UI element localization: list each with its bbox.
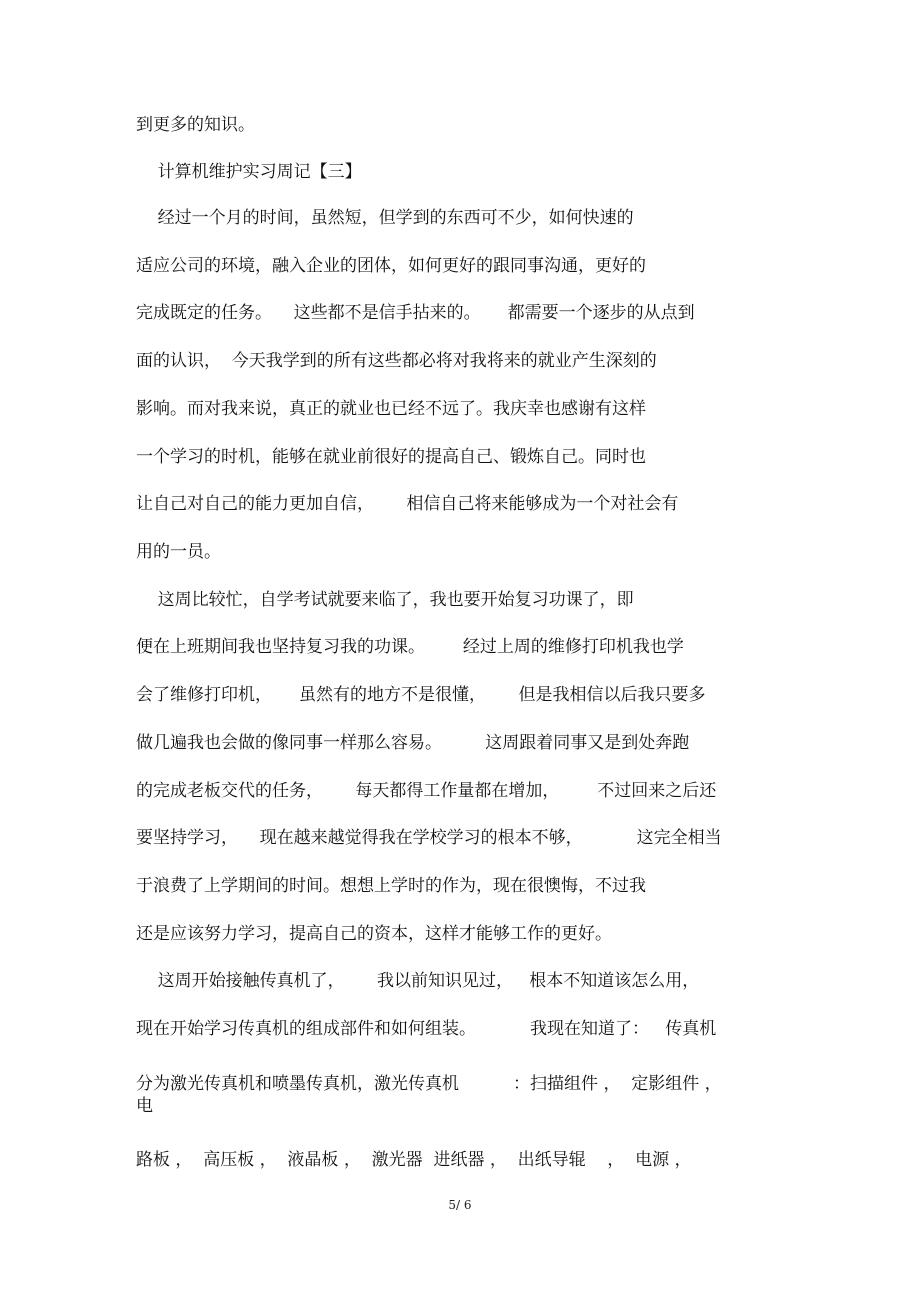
section-heading: 计算机维护实习周记【三】 [136,162,362,182]
text-line: 路板 ， 高压板 ， 液晶板 ， 激光器 进纸器 ， 出纸导辊 ， 电源 ， [136,1150,692,1170]
text-line: 电 [136,1096,153,1116]
text-line: 做几遍我也会做的像同事一样那么容易。 这周跟着同事又是到处奔跑 [136,733,690,753]
text-line: 的完成老板交代的任务， 每天都得工作量都在增加， 不过回来之后还 [136,781,717,801]
text-line: 面的认识， 今天我学到的所有这些都必将对我将来的就业产生深刻的 [136,351,657,371]
text-line: 经过一个月的时间，虽然短，但学到的东西可不少，如何快速的 [136,208,634,228]
text-line: 分为激光传真机和喷墨传真机，激光传真机 ：扫描组件 ， 定影组件 ， [136,1074,722,1094]
text-line: 现在开始学习传真机的组成部件和如何组装。 我现在知道了： 传真机 [136,1019,717,1039]
text-line: 用的一员。 [136,542,221,562]
text-line: 完成既定的任务。 这些都不是信手拈来的。 都需要一个逐步的从点到 [136,303,695,323]
text-line: 适应公司的环境，融入企业的团体，如何更好的跟同事沟通，更好的 [136,256,646,276]
page-number: 5/ 6 [448,1198,472,1212]
text-line: 便在上班期间我也坚持复习我的功课。 经过上周的维修打印机我也学 [136,637,684,657]
text-line: 还是应该努力学习，提高自己的资本，这样才能够工作的更好。 [136,924,612,944]
text-line: 这周开始接触传真机了， 我以前知识见过， 根本不知道该怎么用， [136,971,700,991]
text-line: 于浪费了上学期间的时间。想想上学时的作为，现在很懊悔，不过我 [136,876,646,896]
text-line: 要坚持学习， 现在越来越觉得我在学校学习的根本不够， 这完全相当 [136,828,722,848]
text-line: 一个学习的时机，能够在就业前很好的提高自己、锻炼自己。同时也 [136,447,646,467]
text-line: 影响。而对我来说，真正的就业也已经不远了。我庆幸也感谢有这样 [136,399,646,419]
text-line: 这周比较忙，自学考试就要来临了，我也要开始复习功课了，即 [136,590,634,610]
text-line: 让自己对自己的能力更加自信， 相信自己将来能够成为一个对社会有 [136,494,679,514]
text-line: 到更多的知识。 [136,115,255,135]
text-line: 会了维修打印机， 虽然有的地方不是很懂， 但是我相信以后我只要多 [136,685,706,705]
